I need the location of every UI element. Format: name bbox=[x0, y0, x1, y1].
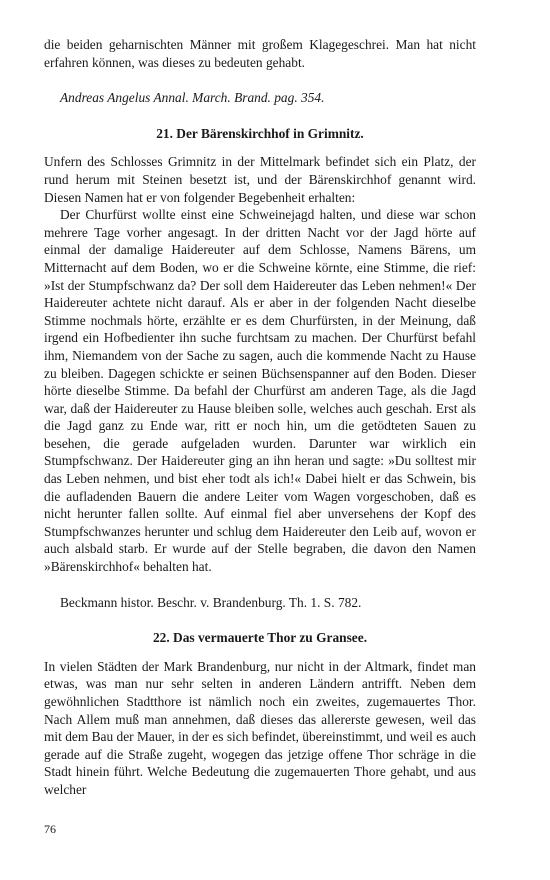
body-paragraph: In vielen Städten der Mark Brandenburg, nur nicht in der Altmark, findet man etwas, was man nur sehr selten in anderen Ländern antrifft. Neben dem gewöhnlichen Stadtthore ist nämlich noch ein zweites, zugemauertes Thor. Nach Allem muß man annehmen, daß dieses das allererste gewesen, weil das mit dem Bau der Mauer, in der es sich befindet, übereinstimmt, und weil es auch gerade auf die Straße zugeht, wogegen das jetzige offene Thor schräge in die Stadt hinein führt. Welche Bedeutung die zugemauerten Thore gehabt, und aus welcher bbox=[44, 658, 476, 797]
source-citation: Beckmann histor. Beschr. v. Brandenburg. Th. 1. S. 782. bbox=[60, 594, 362, 610]
section-heading: 21. Der Bärenskirchhof in Grimnitz. bbox=[156, 125, 364, 141]
page-body bbox=[44, 36, 476, 799]
section-heading: 22. Das vermauerte Thor zu Gransee. bbox=[152, 630, 368, 646]
body-paragraph: Der Churfürst wollte einst eine Schweinejagd halten, und diese war schon mehrere Tage vorher angesagt. In der dritten Nacht vor der Jagd hörte auf einmal der damalige Haidereuter auf dem Schlosse, Namens Bärens, um Mitternacht auf dem Boden, wo er die Schweine körnte, eine Stimme, die rief: »Ist der Stumpfschwanz da? Der soll dem Haidereuter das Leben nehmen!« Der Haidereuter achtete nicht darauf. Als er aber in der folgenden Nacht dieselbe Stimme nochmals hörte, erzählte er es dem Churfürsten, in der Meinung, daß irgend ein Hofbedienter ihn suche furchtsam zu machen. Der Churfürst befahl ihm, Niemandem von der Sache zu sagen, auch die kommende Nacht zu Hause zu bleiben. Dagegen schickte er seinen Büchsenspanner auf den Boden. Dieser hörte dieselbe Stimme. Da befahl der Churfürst am anderen Tage, als die Jagd war, daß der Haidereuter zu Hause bleiben solle, welches auch geschah. Erst als die Jagd ganz zu Ende war, ritt er noch hin, um die getödteten Sauen zu besehen, die gerade aufgeladen wurden. Darunter war wirklich ein Stumpfschwanz. Der Haidereuter ging an ihn heran und sagte: »Du solltest mir das Leben nehmen, und bist eher todt als ich!« Dabei hielt er das Schwein, bis die aufladenden Bauern die andere Leiter vom Wagen vorgeschoben, daß es nicht herunter fallen sollte. Auf einmal fiel aber unversehens der Kopf des Stumpfschwanzes herunter und schlug dem Haidereuter den Leib auf, wovon er auch alsbald starb. Er wurde auf der Stelle begraben, die davon den Namen »Bärenskirchhof« behalten hat. bbox=[44, 207, 476, 575]
page-number: 76 bbox=[44, 822, 56, 836]
body-paragraph: Unfern des Schlosses Grimnitz in der Mittelmark befindet sich ein Platz, der rund herum mit Steinen besetzt ist, und der Bärenskirchhof genannt wird. Diesen Namen hat er von folgender Begebenheit erhalten: bbox=[44, 154, 476, 205]
source-citation: Andreas Angelus Annal. March. Brand. pag. 354. bbox=[60, 90, 325, 106]
continued-paragraph: die beiden geharnischten Männer mit großem Klagegeschrei. Man hat nicht erfahren können, was dieses zu bedeuten gehabt. bbox=[44, 37, 476, 70]
